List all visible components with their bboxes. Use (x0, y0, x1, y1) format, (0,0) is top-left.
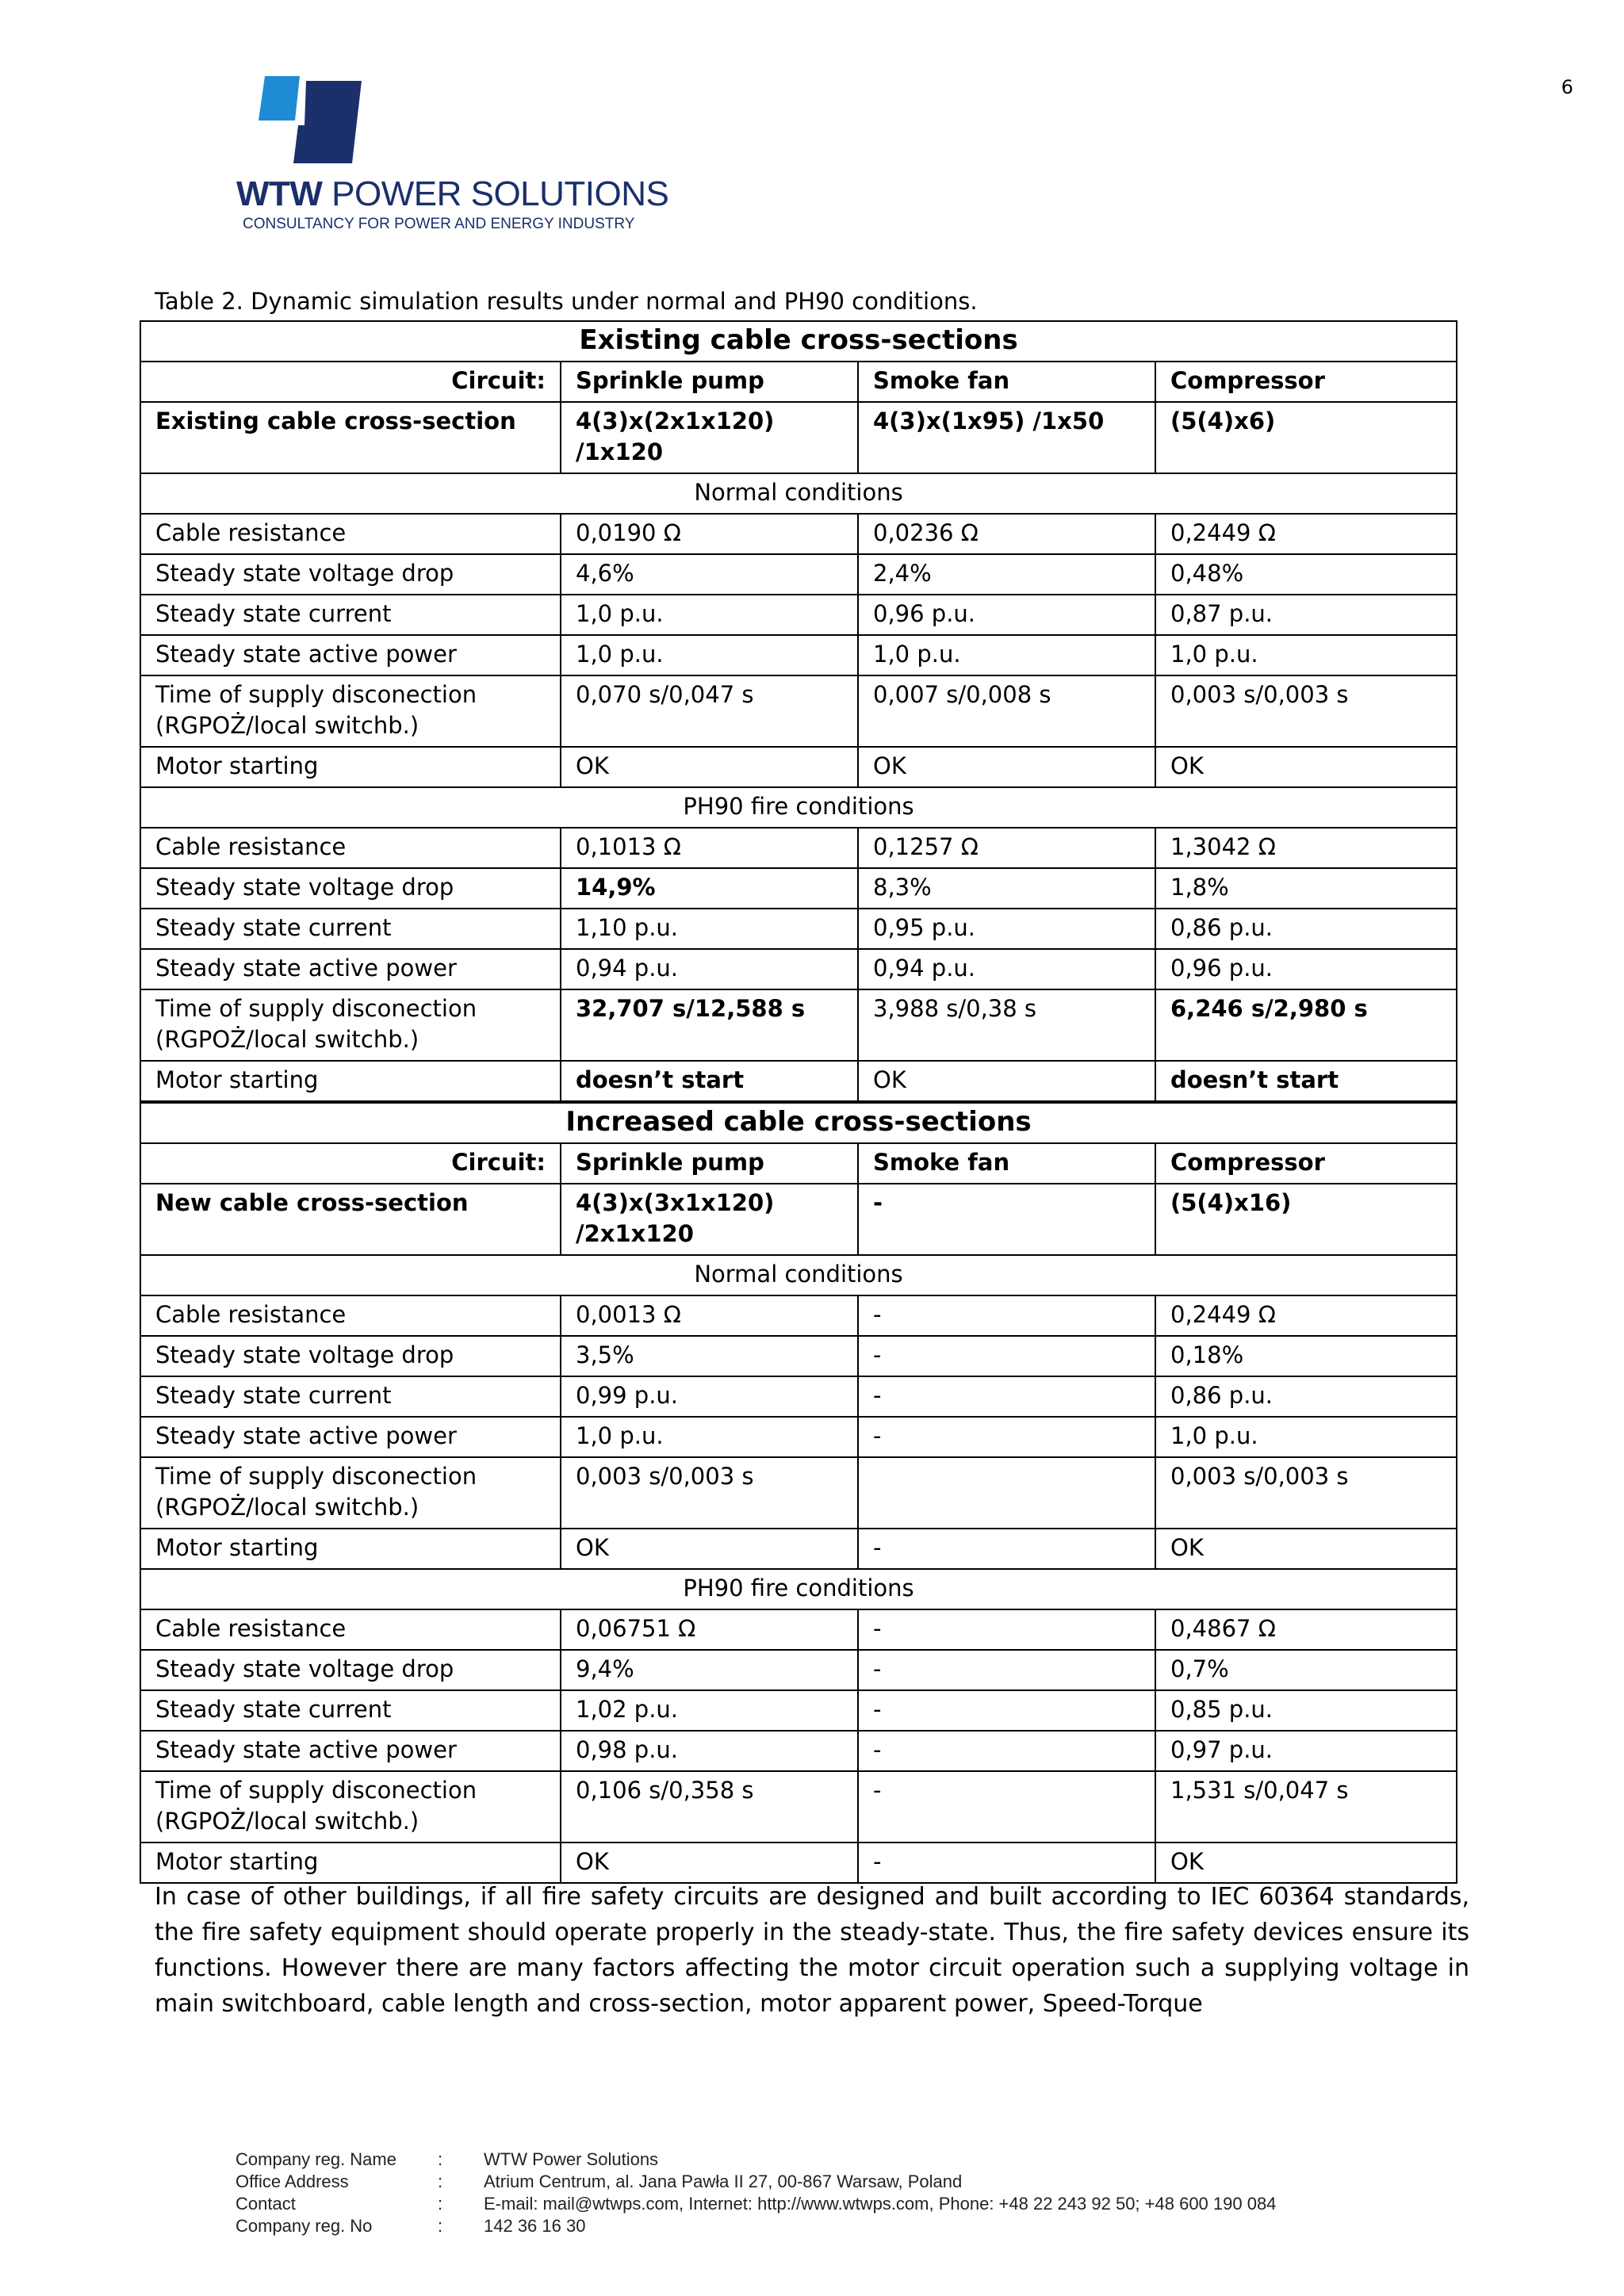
table-cell: (5(4)x6) (1155, 402, 1457, 473)
logo-brand-bold: WTW (236, 174, 323, 213)
logo-brand-rest: POWER SOLUTIONS (322, 174, 669, 213)
table-cell: - (858, 1771, 1155, 1843)
company-logo (236, 76, 680, 239)
table-row (140, 949, 1457, 989)
table-cell: (5(4)x16) (1155, 1184, 1457, 1255)
table-row (140, 1529, 1457, 1569)
table-cell: - (858, 1336, 1155, 1376)
table-cell: 0,2449 Ω (1155, 514, 1457, 554)
section-row (140, 1255, 1457, 1295)
table-cell: 1,0 p.u. (858, 635, 1155, 675)
table-cell: 1,0 p.u. (561, 1417, 858, 1457)
table-row (140, 1650, 1457, 1690)
table-row (140, 675, 1457, 747)
table-body (140, 1103, 1457, 1295)
table-cell: - (858, 1609, 1155, 1650)
table-cell: 3,5% (561, 1336, 858, 1376)
normal-rows (140, 514, 1457, 787)
table-row (140, 1731, 1457, 1771)
table-row (140, 1690, 1457, 1731)
table-cell: 0,48% (1155, 554, 1457, 595)
table-cell: OK (1155, 747, 1457, 787)
table-cell: 0,98 p.u. (561, 1731, 858, 1771)
row-label: Steady state current (140, 909, 561, 949)
footer-label: Office Address (236, 2172, 349, 2191)
table-cell: 0,96 p.u. (858, 595, 1155, 635)
footer-value: WTW Power Solutions (484, 2149, 659, 2169)
table-cell: 0,2449 Ω (1155, 1295, 1457, 1336)
fire-section (140, 787, 1457, 828)
table-row (140, 1295, 1457, 1336)
table-cell: - (858, 1650, 1155, 1690)
footer-row (236, 2149, 1504, 2171)
table-cell: OK (561, 1843, 858, 1883)
table-row (140, 554, 1457, 595)
header-compressor: Compressor (1155, 1143, 1457, 1184)
table-cell: 0,85 p.u. (1155, 1690, 1457, 1731)
table-row (140, 1376, 1457, 1417)
table-row (140, 1417, 1457, 1457)
row-label: Time of supply disconection (RGPOŻ/local switchb.) (140, 675, 561, 747)
table-cell: 0,99 p.u. (561, 1376, 858, 1417)
table-cell: 8,3% (858, 868, 1155, 909)
logo-tagline: CONSULTANCY FOR POWER AND ENERGY INDUSTRY (243, 216, 635, 232)
table-cell: 0,0190 Ω (561, 514, 858, 554)
table-cell: 0,0013 Ω (561, 1295, 858, 1336)
row-label: Steady state current (140, 1376, 561, 1417)
table-cell: 1,0 p.u. (561, 635, 858, 675)
section-label: PH90 fire conditions (140, 1569, 1457, 1609)
row-label: Cable resistance (140, 1295, 561, 1336)
table-row (140, 514, 1457, 554)
table-cell: 0,18% (1155, 1336, 1457, 1376)
section-label: Normal conditions (140, 1255, 1457, 1295)
table-cell: OK (858, 1061, 1155, 1101)
table-cell: - (858, 1417, 1155, 1457)
table-cell: 4(3)x(3x1x120) /2x1x120 (561, 1184, 858, 1255)
table-cell: 0,007 s/0,008 s (858, 675, 1155, 747)
section-row (140, 473, 1457, 514)
table-cell: 0,97 p.u. (1155, 1731, 1457, 1771)
table-cell: 1,0 p.u. (1155, 1417, 1457, 1457)
footer-value: Atrium Centrum, al. Jana Pawła II 27, 00-867 Warsaw, Poland (484, 2172, 963, 2191)
table-cell: 0,106 s/0,358 s (561, 1771, 858, 1843)
row-label: Time of supply disconection (RGPOŻ/local switchb.) (140, 1771, 561, 1843)
row-label: Motor starting (140, 1529, 561, 1569)
table-cell: 0,070 s/0,047 s (561, 675, 858, 747)
table-cell: 0,06751 Ω (561, 1609, 858, 1650)
table-row (140, 828, 1457, 868)
table-cell: - (858, 1376, 1155, 1417)
table-cell: 32,707 s/12,588 s (561, 989, 858, 1061)
header-sprinkle-pump: Sprinkle pump (561, 362, 858, 402)
row-label: Steady state active power (140, 949, 561, 989)
page-number: 6 (1561, 76, 1573, 98)
table-row (140, 1061, 1457, 1101)
table-cell: 0,003 s/0,003 s (1155, 1457, 1457, 1529)
table-row (140, 1843, 1457, 1883)
section-row (140, 1569, 1457, 1609)
table-cell: Existing cable cross-section (140, 402, 561, 473)
header-circuit: Circuit: (140, 1143, 561, 1184)
row-label: Cable resistance (140, 828, 561, 868)
footer-label: Company reg. No (236, 2216, 373, 2236)
footer-separator: : (438, 2149, 443, 2169)
footer-row (236, 2193, 1504, 2215)
table-cell: - (858, 1295, 1155, 1336)
footer-value: E-mail: mail@wtwps.com, Internet: http://www.wtwps.com, Phone: +48 22 243 92 50; +48 600 190 084 (484, 2194, 1277, 2214)
table-cell (858, 1457, 1155, 1529)
body-paragraph: In case of other buildings, if all fire safety circuits are designed and built according to IEC 60364 standards, the fire safety equipment should operate properly in the steady-state. Thus, the fire safety devices ensure its functions. However there are many factors affecting the motor circuit operation such a supplying voltage in main switchboard, cable length and cross-section, motor apparent power, Speed-Torque (155, 1883, 1469, 2018)
header-compressor: Compressor (1155, 362, 1457, 402)
fire-section (140, 1569, 1457, 1609)
cross-section-row (140, 1184, 1457, 1255)
table-cell: 0,003 s/0,003 s (561, 1457, 858, 1529)
table-row (140, 1771, 1457, 1843)
table-cell: 0,94 p.u. (561, 949, 858, 989)
table-cell: 1,3042 Ω (1155, 828, 1457, 868)
section-row (140, 787, 1457, 828)
table-cell: 0,4867 Ω (1155, 1609, 1457, 1650)
table-title: Existing cable cross-sections (140, 321, 1457, 362)
table-cell: 6,246 s/2,980 s (1155, 989, 1457, 1061)
table-cell: 2,4% (858, 554, 1155, 595)
table-cell: 0,1013 Ω (561, 828, 858, 868)
table-cell: 4(3)x(2x1x120) /1x120 (561, 402, 858, 473)
table-row (140, 747, 1457, 787)
table-cell: 1,531 s/0,047 s (1155, 1771, 1457, 1843)
table-cell: 9,4% (561, 1650, 858, 1690)
table-caption: Table 2. Dynamic simulation results under normal and PH90 conditions. (155, 288, 978, 315)
table-cell: - (858, 1843, 1155, 1883)
fire-rows (140, 1609, 1457, 1883)
footer-value: 142 36 16 30 (484, 2216, 586, 2236)
header-row (140, 1143, 1457, 1184)
table-row (140, 635, 1457, 675)
table-row (140, 595, 1457, 635)
row-label: Motor starting (140, 747, 561, 787)
table-title-row (140, 1103, 1457, 1143)
logo-brand (236, 174, 680, 214)
table-cell: 0,96 p.u. (1155, 949, 1457, 989)
table-cell: 4(3)x(1x95) /1x50 (858, 402, 1155, 473)
section-label: PH90 fire conditions (140, 787, 1457, 828)
row-label: Steady state voltage drop (140, 1650, 561, 1690)
footer-separator: : (438, 2172, 443, 2191)
table-cell: OK (1155, 1843, 1457, 1883)
table-row (140, 989, 1457, 1061)
footer-row (236, 2171, 1504, 2193)
section-label: Normal conditions (140, 473, 1457, 514)
header-circuit: Circuit: (140, 362, 561, 402)
table-cell: 1,0 p.u. (1155, 635, 1457, 675)
header-smoke-fan: Smoke fan (858, 362, 1155, 402)
table-cell: 0,86 p.u. (1155, 909, 1457, 949)
row-label: Steady state active power (140, 1417, 561, 1457)
table-row (140, 1457, 1457, 1529)
table-row (140, 909, 1457, 949)
table-cell: - (858, 1690, 1155, 1731)
existing-cross-sections-table (140, 320, 1457, 1102)
table-cell: 4,6% (561, 554, 858, 595)
footer-separator: : (438, 2194, 443, 2214)
table-cell: 1,10 p.u. (561, 909, 858, 949)
table-cell: 1,0 p.u. (561, 595, 858, 635)
table-cell: OK (858, 747, 1155, 787)
row-label: Cable resistance (140, 1609, 561, 1650)
row-label: Motor starting (140, 1061, 561, 1101)
header-smoke-fan: Smoke fan (858, 1143, 1155, 1184)
footer-separator: : (438, 2216, 443, 2236)
table-cell: OK (561, 747, 858, 787)
cross-section-row (140, 402, 1457, 473)
header-sprinkle-pump: Sprinkle pump (561, 1143, 858, 1184)
logo-mark-icon (254, 76, 362, 163)
row-label: Time of supply disconection (RGPOŻ/local switchb.) (140, 1457, 561, 1529)
company-footer (236, 2149, 1504, 2237)
table-cell: 0,7% (1155, 1650, 1457, 1690)
table-cell: 0,94 p.u. (858, 949, 1155, 989)
normal-rows (140, 1295, 1457, 1569)
table-body (140, 321, 1457, 514)
table-cell: 0,87 p.u. (1155, 595, 1457, 635)
row-label: Steady state active power (140, 635, 561, 675)
footer-label: Contact (236, 2194, 296, 2214)
table-cell: doesn’t start (561, 1061, 858, 1101)
table-cell: - (858, 1529, 1155, 1569)
table-cell: 1,02 p.u. (561, 1690, 858, 1731)
row-label: Cable resistance (140, 514, 561, 554)
table-row (140, 1336, 1457, 1376)
table-title-row (140, 321, 1457, 362)
table-cell: 0,95 p.u. (858, 909, 1155, 949)
table-cell: 0,003 s/0,003 s (1155, 675, 1457, 747)
row-label: Steady state current (140, 1690, 561, 1731)
table-cell: 0,86 p.u. (1155, 1376, 1457, 1417)
increased-cross-sections-table (140, 1102, 1457, 1884)
row-label: Steady state voltage drop (140, 1336, 561, 1376)
footer-row (236, 2215, 1504, 2237)
table-row (140, 868, 1457, 909)
table-cell: OK (1155, 1529, 1457, 1569)
fire-rows (140, 828, 1457, 1101)
footer-label: Company reg. Name (236, 2149, 396, 2169)
header-row (140, 362, 1457, 402)
table-cell: - (858, 1184, 1155, 1255)
table-cell: doesn’t start (1155, 1061, 1457, 1101)
row-label: Steady state voltage drop (140, 554, 561, 595)
row-label: Time of supply disconection (RGPOŻ/local switchb.) (140, 989, 561, 1061)
table-cell: 0,1257 Ω (858, 828, 1155, 868)
table-cell: 1,8% (1155, 868, 1457, 909)
row-label: Steady state active power (140, 1731, 561, 1771)
row-label: Motor starting (140, 1843, 561, 1883)
row-label: Steady state voltage drop (140, 868, 561, 909)
table-row (140, 1609, 1457, 1650)
table-cell: New cable cross-section (140, 1184, 561, 1255)
table-title: Increased cable cross-sections (140, 1103, 1457, 1143)
table-cell: 14,9% (561, 868, 858, 909)
table-cell: OK (561, 1529, 858, 1569)
table-cell: 3,988 s/0,38 s (858, 989, 1155, 1061)
table-cell: - (858, 1731, 1155, 1771)
table-cell: 0,0236 Ω (858, 514, 1155, 554)
row-label: Steady state current (140, 595, 561, 635)
